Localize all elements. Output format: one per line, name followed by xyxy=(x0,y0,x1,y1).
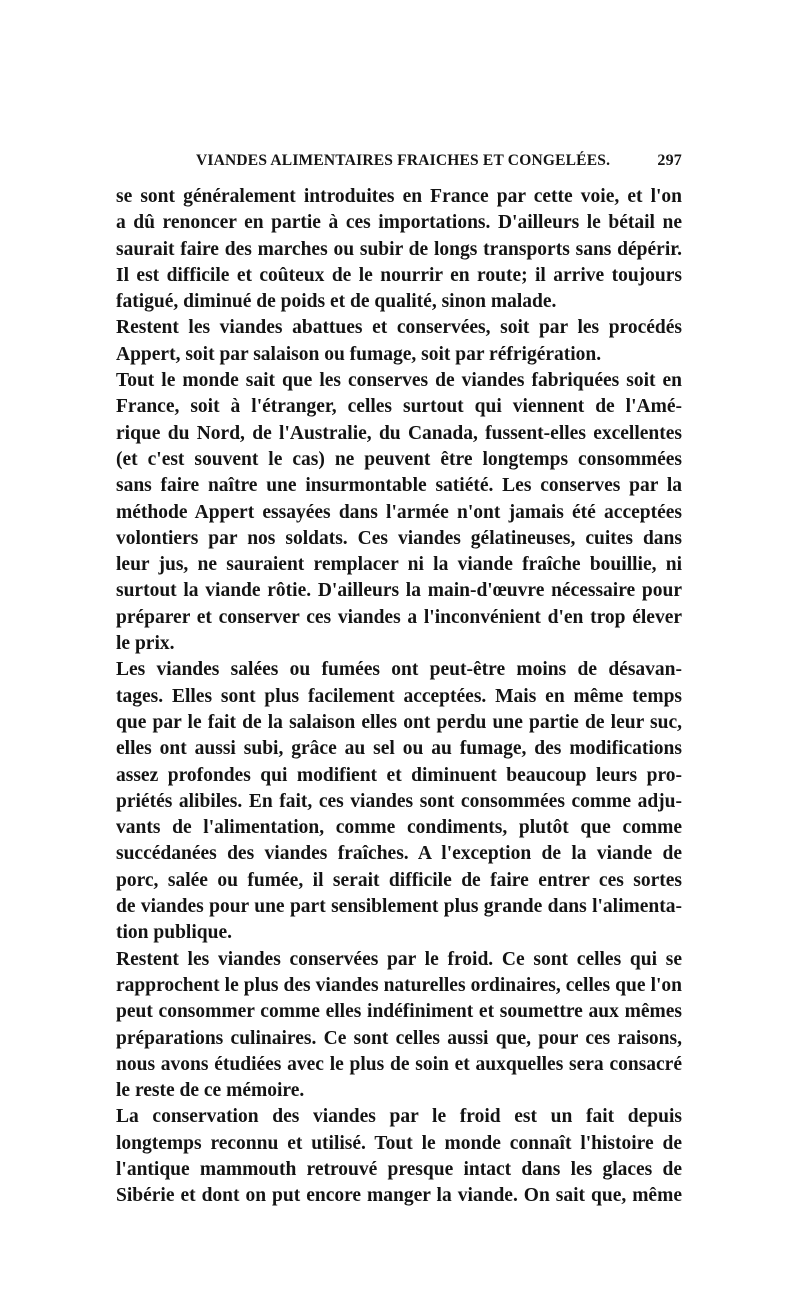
text-line: France, soit à l'étranger, celles surtout qui viennent de l'Amé- xyxy=(116,396,682,418)
page-number: 297 xyxy=(657,152,682,169)
text-line: sans faire naître une insurmontable satiété. Les conserves par la xyxy=(116,475,682,497)
text-line: La conservation des viandes par le froid est un fait depuis xyxy=(116,1106,682,1128)
running-title: VIANDES ALIMENTAIRES FRAICHES ET CONGELÉES. xyxy=(196,152,611,169)
text-line: longtemps reconnu et utilisé. Tout le monde connaît l'histoire de xyxy=(116,1132,682,1154)
text-line: succédanées des viandes fraîches. A l'exception de la viande de xyxy=(116,843,682,865)
text-line: a dû renoncer en partie à ces importations. D'ailleurs le bétail ne xyxy=(116,212,682,234)
text-line: le reste de ce mémoire. xyxy=(116,1080,305,1102)
text-line: se sont généralement introduites en France par cette voie, et l'on xyxy=(116,186,682,207)
text-line: préparations culinaires. Ce sont celles aussi que, pour ces raisons, xyxy=(116,1027,682,1049)
text-line: vants de l'alimentation, comme condiments, plutôt que comme xyxy=(116,817,682,839)
text-line: préparer et conserver ces viandes a l'inconvénient d'en trop élever xyxy=(116,606,682,628)
body-text xyxy=(116,184,682,1210)
text-line: porc, salée ou fumée, il serait difficile de faire entrer ces sortes xyxy=(116,869,682,891)
book-page xyxy=(116,152,682,1210)
text-line: volontiers par nos soldats. Ces viandes gélatineuses, cuites dans xyxy=(116,527,682,549)
text-line: Appert, soit par salaison ou fumage, soit par réfrigération. xyxy=(116,343,602,365)
text-line: priétés alibiles. En fait, ces viandes sont consommées comme adju- xyxy=(116,790,682,812)
text-line: Restent les viandes conservées par le froid. Ce sont celles qui se xyxy=(116,948,682,970)
text-line: peut consommer comme elles indéfiniment et soumettre aux mêmes xyxy=(116,1001,682,1023)
running-head xyxy=(116,152,682,182)
text-line: saurait faire des marches ou subir de longs transports sans dépérir. xyxy=(116,238,682,260)
text-line: de viandes pour une part sensiblement plus grande dans l'alimenta- xyxy=(116,896,682,918)
text-line: Les viandes salées ou fumées ont peut-être moins de désavan- xyxy=(116,659,682,681)
text-line: Restent les viandes abattues et conservées, soit par les procédés xyxy=(116,317,682,339)
text-line: que par le fait de la salaison elles ont perdu une partie de leur suc, xyxy=(116,711,682,733)
text-line: rique du Nord, de l'Australie, du Canada, fussent-elles excellentes xyxy=(116,422,682,444)
text-line: leur jus, ne sauraient remplacer ni la viande fraîche bouillie, ni xyxy=(116,554,682,576)
text-line: (et c'est souvent le cas) ne peuvent être longtemps consommées xyxy=(116,448,682,470)
text-line: Tout le monde sait que les conserves de viandes fabriquées soit en xyxy=(116,370,682,392)
text-line: fatigué, diminué de poids et de qualité, sinon malade. xyxy=(116,291,557,313)
text-line: assez profondes qui modifient et diminuent beaucoup leurs pro- xyxy=(116,764,682,786)
text-line: tages. Elles sont plus facilement acceptées. Mais en même temps xyxy=(116,685,682,707)
text-line: rapprochent le plus des viandes naturelles ordinaires, celles que l'on xyxy=(116,974,682,996)
text-line: méthode Appert essayées dans l'armée n'ont jamais été acceptées xyxy=(116,501,682,523)
text-line: surtout la viande rôtie. D'ailleurs la main-d'œuvre nécessaire pour xyxy=(116,580,682,602)
text-line: elles ont aussi subi, grâce au sel ou au fumage, des modifications xyxy=(116,738,682,760)
text-line: nous avons étudiées avec le plus de soin et auxquelles sera consacré xyxy=(116,1053,682,1075)
text-line: Il est difficile et coûteux de le nourrir en route; il arrive toujours xyxy=(116,264,682,286)
text-line: tion publique. xyxy=(116,922,232,944)
text-line: le prix. xyxy=(116,633,175,655)
text-line: l'antique mammouth retrouvé presque intact dans les glaces de xyxy=(116,1158,682,1180)
text-line: Sibérie et dont on put encore manger la viande. On sait que, même xyxy=(116,1185,682,1207)
